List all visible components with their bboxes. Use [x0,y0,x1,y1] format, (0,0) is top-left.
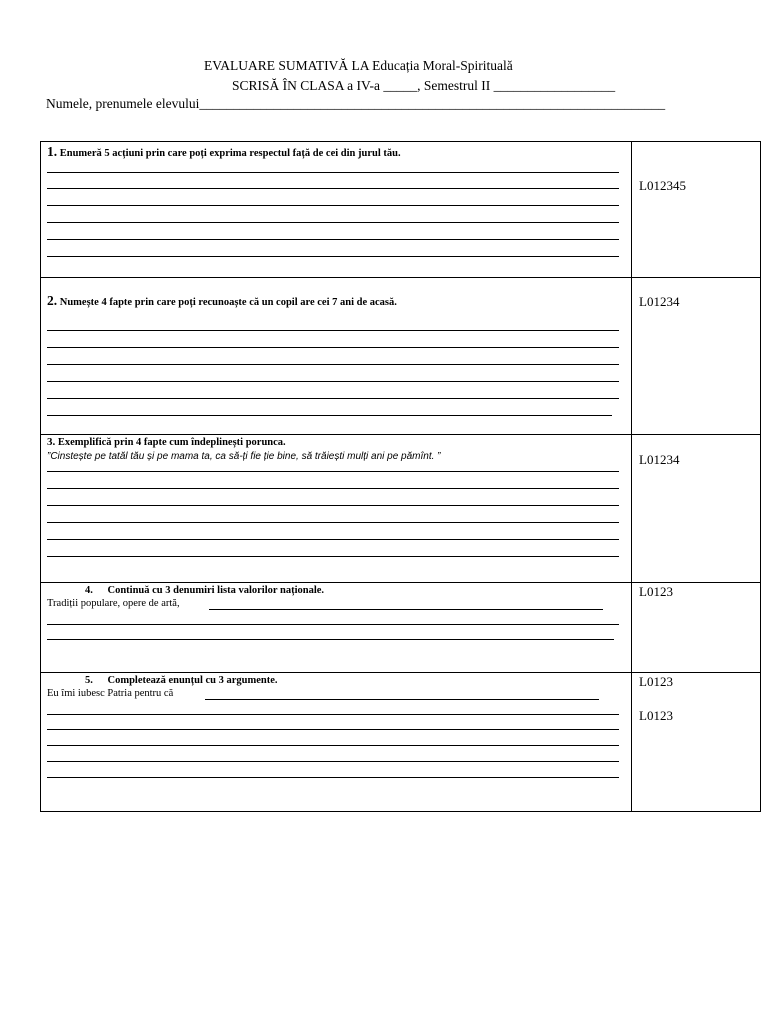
question-number: 2. [47,293,58,308]
answer-line[interactable] [47,188,619,189]
question-number: 4. [85,585,93,596]
question-1-code: L012345 [639,178,686,193]
question-text: Enumeră 5 acțiuni prin care poți exprima respectul față de cei din jurul tău. [59,148,401,159]
answer-line[interactable] [47,347,619,348]
question-2-code: L01234 [639,294,680,309]
question-text: Exemplifică prin 4 fapte cum îndeplinești porunca. [57,437,286,448]
answer-line[interactable] [47,488,619,489]
question-4-prefix: Tradiții populare, opere de artă, [47,598,180,609]
question-5-code-1: L0123 [639,674,673,689]
answer-line[interactable] [47,172,619,173]
answer-line[interactable] [47,745,619,746]
answer-line[interactable] [47,505,619,506]
answer-line[interactable] [47,222,619,223]
question-3-cell [41,435,631,582]
question-3-quote: ”Cinstește pe tatăl tău și pe mama ta, ca să-ți fie ție bine, să trăiești mulți ani pe pămînt. ” [47,451,441,462]
assessment-table [40,141,761,812]
question-5-title [85,674,278,687]
student-name-line[interactable]: Numele, prenumele elevului_____________________________________________________________________ [46,96,666,111]
question-2-title [47,294,397,309]
question-4-cell [41,583,631,672]
question-text: Completează enunțul cu 3 argumente. [107,675,278,686]
question-4-title [85,584,324,597]
answer-line[interactable] [209,609,603,610]
answer-line[interactable] [47,381,619,382]
question-5-code-2: L0123 [639,708,673,723]
question-number: 3. [47,436,56,448]
answer-line[interactable] [47,398,619,399]
question-3-title [47,436,286,449]
question-number: 1. [47,144,58,159]
answer-line[interactable] [47,761,619,762]
answer-line[interactable] [47,522,619,523]
answer-line[interactable] [47,714,619,715]
question-2-cell [41,278,631,434]
answer-line[interactable] [47,556,619,557]
question-5-cell [41,673,631,812]
answer-line[interactable] [47,205,619,206]
answer-line[interactable] [47,364,619,365]
answer-line[interactable] [47,539,619,540]
answer-line[interactable] [47,256,619,257]
question-3-code: L01234 [639,452,680,467]
question-number: 5. [85,675,93,686]
question-text: Continuă cu 3 denumiri lista valorilor naționale. [107,585,325,596]
answer-line[interactable] [205,699,599,700]
question-4-code: L0123 [639,584,673,599]
question-1-cell [41,142,631,277]
answer-line[interactable] [47,639,614,640]
answer-line[interactable] [47,415,612,416]
answer-line[interactable] [47,624,619,625]
answer-line[interactable] [47,330,619,331]
answer-line[interactable] [47,471,619,472]
question-text: Numește 4 fapte prin care poți recunoaște că un copil are cei 7 ani de acasă. [59,297,397,308]
assessment-title: EVALUARE SUMATIVĂ LA Educația Moral-Spirituală [204,58,513,73]
column-divider [631,142,632,811]
question-1-title [47,145,401,160]
answer-line[interactable] [47,239,619,240]
class-semester-line: SCRISĂ ÎN CLASA a IV-a _____, Semestrul II __________________ [232,78,616,93]
question-5-prefix: Eu îmi iubesc Patria pentru că [47,688,174,699]
answer-line[interactable] [47,729,619,730]
answer-line[interactable] [47,777,619,778]
